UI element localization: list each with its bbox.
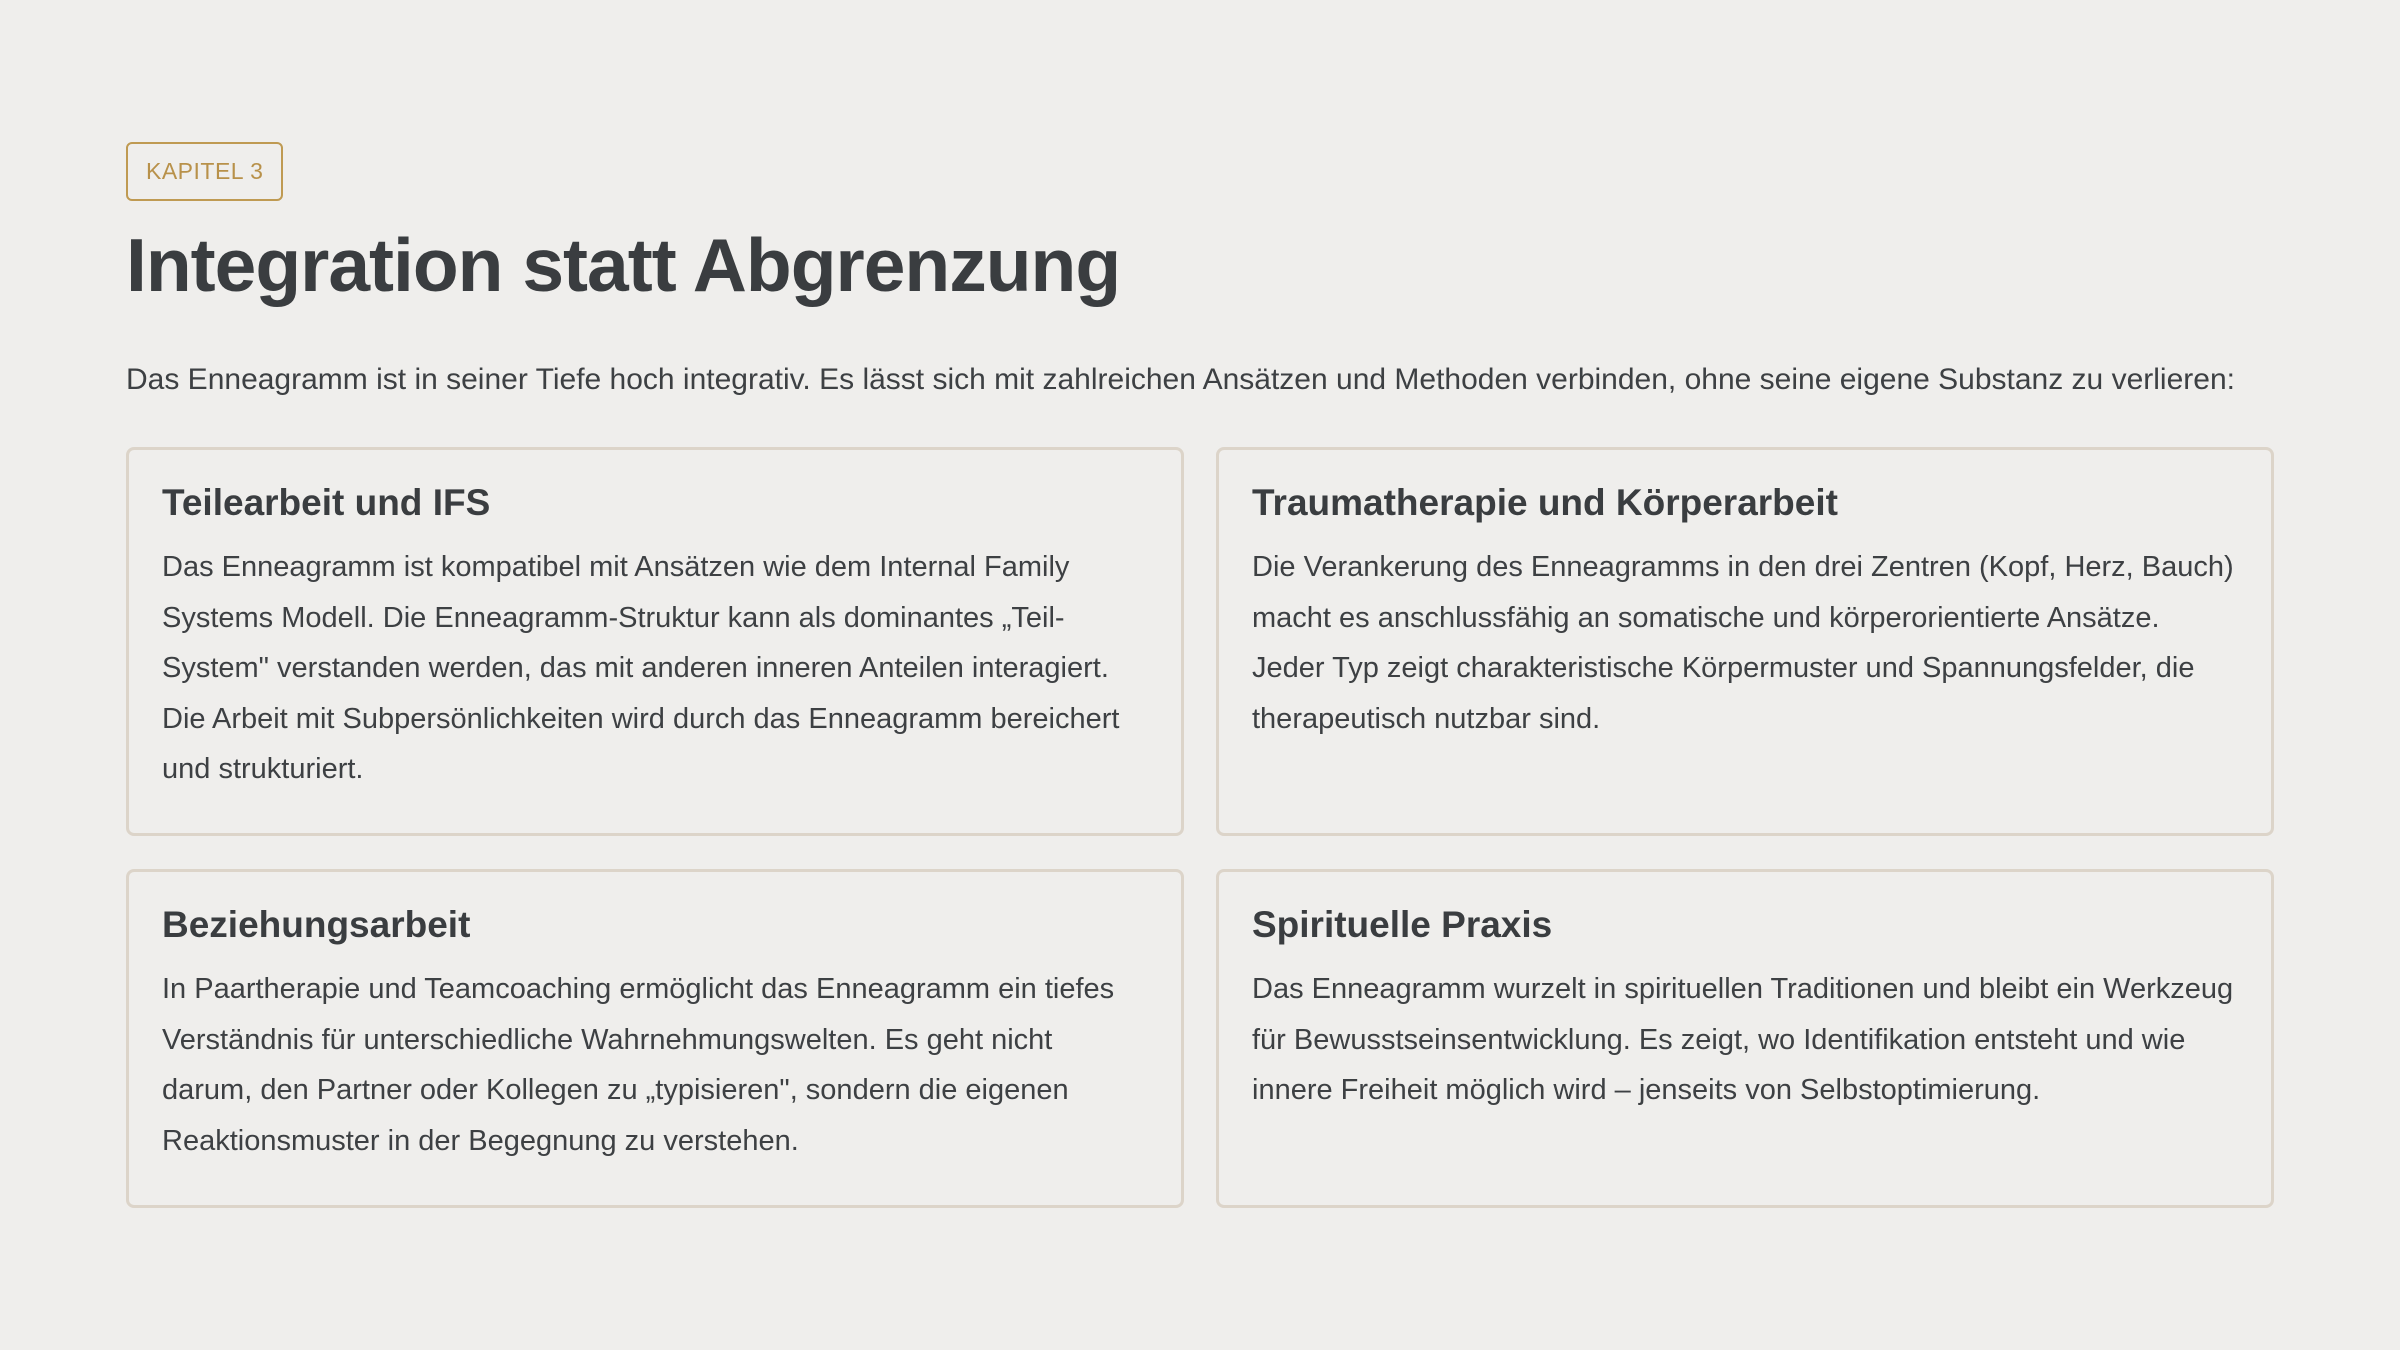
card-title: Teilearbeit und IFS [162,482,491,523]
card-text: Das Enneagramm ist kompatibel mit Ansätzen wie dem Internal Family Systems Modell. Die Enneagramm-Struktur kann als dominantes „Teil-System" verstanden werden, das mit anderen inneren Anteilen interagiert. Die Arbeit mit Subpersönlichkeiten wird durch das Enneagramm bereichert und strukturiert. [162,551,1120,785]
intro-paragraph: Das Enneagramm ist in seiner Tiefe hoch integrativ. Es lässt sich mit zahlreichen Ansätzen und Methoden verbinden, ohne seine eigene Substanz zu verlieren: [126,363,2235,396]
card-text: In Paartherapie und Teamcoaching ermöglicht das Enneagramm ein tiefes Verständnis für unterschiedliche Wahrnehmungswelten. Es geht nicht darum, den Partner oder Kollegen zu „typisieren", sondern die eigenen Reaktionsmuster in der Begegnung zu verstehen. [162,973,1115,1157]
page-title: Integration statt Abgrenzung [126,223,1121,307]
slide [126,142,2274,400]
card-teilearbeit-ifs [126,447,1184,836]
card-text: Das Enneagramm wurzelt in spirituellen Traditionen und bleibt ein Werkzeug für Bewusstseinsentwicklung. Es zeigt, wo Identifikation entsteht und wie innere Freiheit möglich wird – jenseits von Selbstoptimierung. [1252,973,2234,1106]
card-spirituelle-praxis [1216,869,2274,1208]
card-beziehungsarbeit [126,869,1184,1208]
card-text: Die Verankerung des Enneagramms in den drei Zentren (Kopf, Herz, Bauch) macht es anschlussfähig an somatische und körperorientierte Ansätze. Jeder Typ zeigt charakteristische Körpermuster und Spannungsfelder, die therapeutisch nutzbar sind. [1252,551,2234,735]
chapter-badge: KAPITEL 3 [126,142,283,201]
card-traumatherapie-koerperarbeit [1216,447,2274,836]
card-title: Spirituelle Praxis [1252,904,1553,945]
card-title: Beziehungsarbeit [162,904,471,945]
card-title: Traumatherapie und Körperarbeit [1252,482,1838,523]
